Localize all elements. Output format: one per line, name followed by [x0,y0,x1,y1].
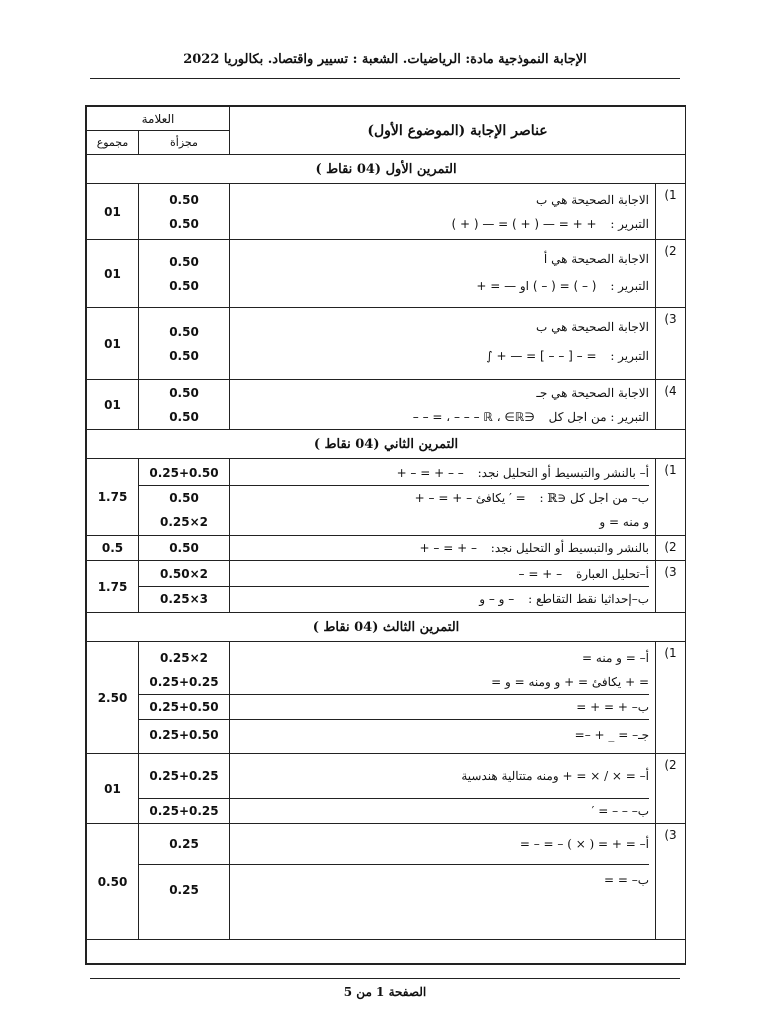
partial-mark: 0.25+0.50 [139,694,229,719]
partial-mark: 0.50 [169,348,199,363]
partial-mark: 0.25 [139,864,229,915]
page-number: الصفحة 1 من 5 [343,985,427,999]
formula: = – [ – – ] = — + ∫ [486,348,597,363]
answer-table-container [85,105,686,965]
row-total: 0.50 [87,824,139,940]
question-number: (2 [656,754,686,824]
answer-line: ب– = = [230,864,649,915]
partial-mark: 0.50 [169,278,199,293]
row-total: 0.5 [87,536,139,561]
table-row [87,308,686,380]
formula: + + = — ( + ) = — ( + ) [451,216,597,231]
formula: – و – و [479,592,515,606]
answer-line: = + يكافئ = + و ومنه = و = [491,674,649,689]
answer-line: الاجابة الصحيحة هي ب [535,192,649,207]
partial-mark: 0.25+0.50 [149,465,219,480]
answer-line: بالنشر والتبسيط أو التحليل نجد: [490,541,649,555]
partial-mark: 0.25+0.25 [149,674,219,689]
row-total: 01 [87,240,139,308]
formula: = ′ يكافئ – + = – + [414,490,526,505]
row-total: 1.75 [87,561,139,613]
partial-mark: 0.25×3 [139,586,229,611]
partial-mark: 0.50 [169,385,199,400]
partial-mark: 0.50 [169,254,199,269]
answer-line: أ– = و منه = [582,650,649,665]
answer-line: أ– = + = ( × ) – = – = [519,837,649,851]
row-total: 01 [87,380,139,430]
answer-line: ب– + = + = [230,694,649,719]
section-title-ex3: التمرين الثالث (04 نقاط ) [87,613,686,642]
partial-mark: 0.25×2 [159,514,208,529]
answer-line: ب– – – = ′ [230,798,649,823]
question-number: (1 [656,184,686,240]
formula: ( – ) = ( – ) او — = + [476,278,597,293]
mark-header: العلامة [87,107,230,131]
answer-line: الاجابة الصحيحة هي جـ [536,385,649,400]
question-number: (3 [656,308,686,380]
formula: – + = – [518,567,563,581]
table-row [87,459,686,536]
answer-line: و منه = و [599,514,649,529]
answer-line: التبرير : [610,278,649,293]
partial-mark: 0.50 [169,216,199,231]
answer-line: جـ– = _ + –= [230,719,649,750]
row-total: 01 [87,184,139,240]
partial-mark: 0.50×2 [159,567,208,581]
answer-line: ب– من اجل كل ∈ℝ : [539,490,649,505]
table-row [87,536,686,561]
formula: – – + = – + [396,465,464,480]
partial-mark: 0.25+0.25 [139,798,229,823]
partial-mark: 0.25+0.50 [139,719,229,750]
answer-header: عناصر الإجابة (الموضوع الأول) [230,107,686,155]
question-number: (1 [656,459,686,536]
total-header: مجموع [87,131,139,155]
footer-rule [90,978,680,979]
answer-line: التبرير : من اجل كل [548,409,649,424]
row-total: 1.75 [87,459,139,536]
answer-line: الاجابة الصحيحة هي أ [543,251,649,266]
answer-line: التبرير : [610,216,649,231]
answer-line: أ– بالنشر والتبسيط أو التحليل نجد: [477,465,649,480]
section-title-ex1: التمرين الأول (04 نقاط ) [87,155,686,184]
partial-mark: 0.25 [169,837,199,851]
table-row [87,824,686,940]
section-title-ex2: التمرين الثاني (04 نقاط ) [87,430,686,459]
formula: – + = – + [419,541,477,555]
partial-mark: 0.50 [169,324,199,339]
header-rule [90,78,680,79]
answer-line: ب–إحداثيا نقط التقاطع : [528,592,649,606]
table-row [87,642,686,754]
answer-line: التبرير : [610,348,649,363]
answer-line: أ– = × / × = + ومنه متتالية هندسية [461,769,649,783]
answer-table [86,106,686,964]
blank-row [87,940,686,964]
partial-mark: 0.25×2 [159,650,208,665]
question-number: (3 [656,561,686,613]
question-number: (3 [656,824,686,940]
answer-line: أ–تحليل العبارة [575,567,649,581]
partial-header: مجزأة [139,131,230,155]
row-total: 2.50 [87,642,139,754]
question-number: (2 [656,536,686,561]
partial-mark: 0.50 [169,409,199,424]
question-number: (2 [656,240,686,308]
table-row [87,380,686,430]
table-row [87,754,686,824]
partial-mark: 0.25+0.25 [149,769,219,783]
row-total: 01 [87,754,139,824]
table-row [87,184,686,240]
question-number: (1 [656,642,686,754]
table-row [87,240,686,308]
table-row [87,561,686,613]
formula: ∈ℝ ، ∈ℝ – – – ، = – – [412,409,535,424]
question-number: (4 [656,380,686,430]
partial-mark: 0.50 [139,485,229,510]
partial-mark: 0.50 [169,192,199,207]
row-total: 01 [87,308,139,380]
page-header: الإجابة النموذجية مادة: الرياضيات. الشعبة : تسيير واقتصاد. بكالوريا 2022 [183,52,587,67]
answer-line: الاجابة الصحيحة هي ب [535,319,649,334]
partial-mark: 0.50 [139,536,230,561]
